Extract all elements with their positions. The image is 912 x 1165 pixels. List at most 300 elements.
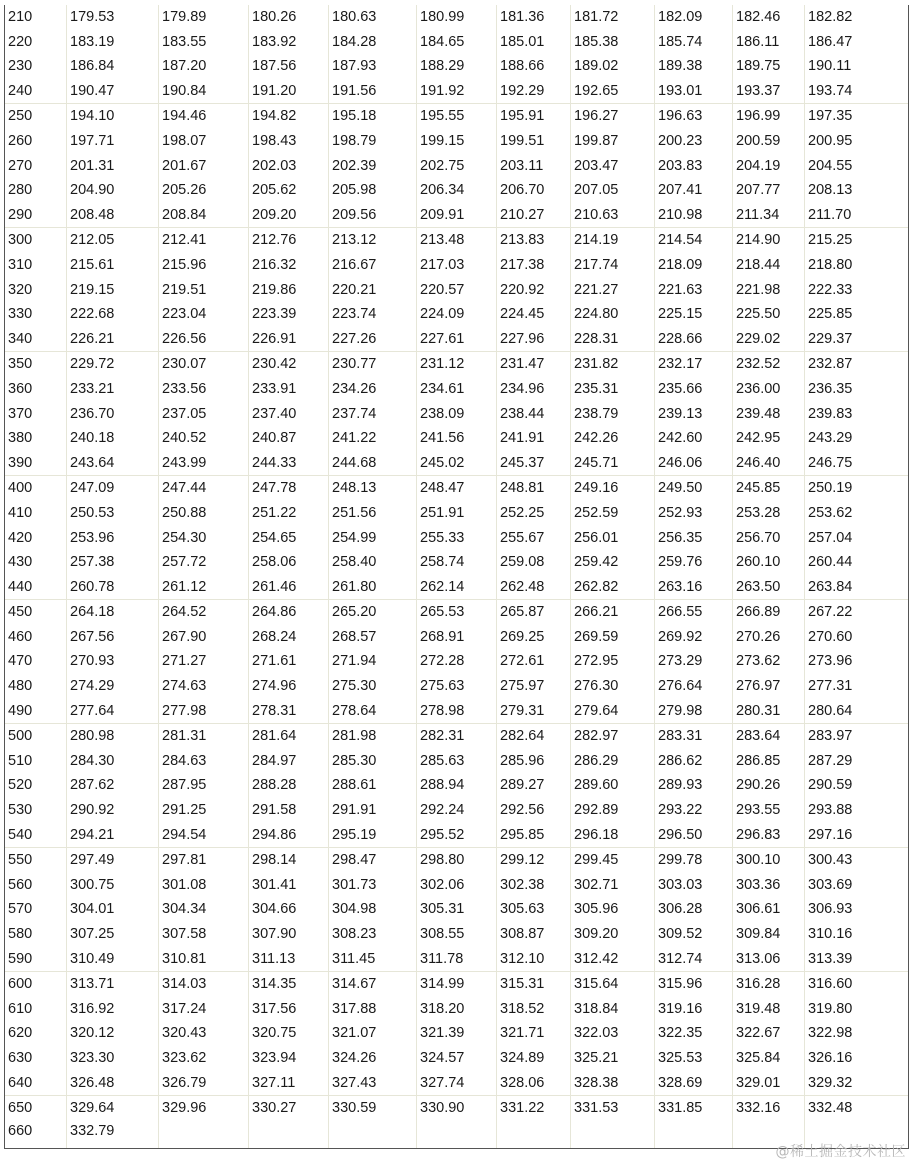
- table-cell: 283.97: [805, 724, 909, 749]
- row-header-cell: 260: [5, 129, 67, 154]
- table-cell: 292.24: [417, 798, 497, 823]
- table-cell: 287.29: [805, 749, 909, 774]
- table-cell: 184.65: [417, 30, 497, 55]
- table-cell: 289.60: [571, 773, 655, 798]
- table-cell: 331.22: [497, 1096, 571, 1121]
- table-cell: 247.78: [249, 476, 329, 501]
- table-cell: 222.33: [805, 278, 909, 303]
- table-row: [5, 922, 909, 947]
- table-cell: 286.62: [655, 749, 733, 774]
- table-cell: 201.67: [159, 154, 249, 179]
- table-cell: 274.63: [159, 674, 249, 699]
- table-cell: 233.21: [67, 377, 159, 402]
- table-cell: 217.74: [571, 253, 655, 278]
- table-cell: 242.95: [733, 426, 805, 451]
- table-cell: 322.35: [655, 1021, 733, 1046]
- table-cell: 315.96: [655, 972, 733, 997]
- table-cell: 236.35: [805, 377, 909, 402]
- table-cell: 266.55: [655, 600, 733, 625]
- table-row: [5, 129, 909, 154]
- table-cell: 257.04: [805, 525, 909, 550]
- table-cell: 295.85: [497, 823, 571, 848]
- table-cell: 285.96: [497, 749, 571, 774]
- table-cell: 224.80: [571, 302, 655, 327]
- table-cell: 281.31: [159, 724, 249, 749]
- table-cell: 220.57: [417, 278, 497, 303]
- table-cell: 282.64: [497, 724, 571, 749]
- table-cell: 223.04: [159, 302, 249, 327]
- table-row: [5, 104, 909, 129]
- table-cell: 332.16: [733, 1096, 805, 1121]
- table-row: [5, 625, 909, 650]
- table-cell: 322.03: [571, 1021, 655, 1046]
- table-cell: 253.28: [733, 501, 805, 526]
- table-cell: 326.79: [159, 1071, 249, 1096]
- table-cell: 242.26: [571, 426, 655, 451]
- table-cell: 286.29: [571, 749, 655, 774]
- table-cell: 265.20: [329, 600, 417, 625]
- row-header-cell: 580: [5, 922, 67, 947]
- table-cell: 207.41: [655, 178, 733, 203]
- table-cell: 320.12: [67, 1021, 159, 1046]
- table-cell: 186.11: [733, 30, 805, 55]
- table-cell: 247.09: [67, 476, 159, 501]
- table-cell: 210.98: [655, 203, 733, 228]
- row-header-cell: 350: [5, 352, 67, 377]
- table-cell: 190.11: [805, 54, 909, 79]
- table-cell: 297.16: [805, 823, 909, 848]
- table-cell: 192.29: [497, 79, 571, 104]
- table-cell: 243.64: [67, 451, 159, 476]
- table-cell: 331.53: [571, 1096, 655, 1121]
- table-cell: 243.29: [805, 426, 909, 451]
- table-cell: 245.37: [497, 451, 571, 476]
- table-cell: 331.85: [655, 1096, 733, 1121]
- table-cell: 264.18: [67, 600, 159, 625]
- table-cell: 299.12: [497, 848, 571, 873]
- table-cell: [417, 1121, 497, 1149]
- table-cell: 241.22: [329, 426, 417, 451]
- table-cell: 268.91: [417, 625, 497, 650]
- table-cell: 221.63: [655, 278, 733, 303]
- table-cell: 327.74: [417, 1071, 497, 1096]
- table-cell: 183.19: [67, 30, 159, 55]
- table-cell: 314.99: [417, 972, 497, 997]
- table-cell: 218.44: [733, 253, 805, 278]
- table-row: [5, 327, 909, 352]
- table-cell: 193.37: [733, 79, 805, 104]
- table-cell: 329.64: [67, 1096, 159, 1121]
- table-cell: 225.15: [655, 302, 733, 327]
- table-row: [5, 749, 909, 774]
- table-cell: 191.20: [249, 79, 329, 104]
- table-cell: 264.52: [159, 600, 249, 625]
- table-cell: 205.26: [159, 178, 249, 203]
- table-cell: 185.74: [655, 30, 733, 55]
- table-cell: 318.52: [497, 997, 571, 1022]
- table-cell: 201.31: [67, 154, 159, 179]
- table-cell: 234.96: [497, 377, 571, 402]
- table-cell: 248.81: [497, 476, 571, 501]
- table-cell: 233.56: [159, 377, 249, 402]
- table-cell: 323.94: [249, 1046, 329, 1071]
- table-cell: 190.47: [67, 79, 159, 104]
- table-cell: 267.56: [67, 625, 159, 650]
- table-cell: 227.61: [417, 327, 497, 352]
- table-cell: 236.70: [67, 402, 159, 427]
- table-cell: 328.06: [497, 1071, 571, 1096]
- table-cell: 249.50: [655, 476, 733, 501]
- table-cell: 189.75: [733, 54, 805, 79]
- table-cell: 198.79: [329, 129, 417, 154]
- table-cell: 322.67: [733, 1021, 805, 1046]
- table-cell: 267.90: [159, 625, 249, 650]
- table-cell: 232.87: [805, 352, 909, 377]
- table-row: [5, 873, 909, 898]
- table-cell: 296.83: [733, 823, 805, 848]
- row-header-cell: 540: [5, 823, 67, 848]
- table-cell: 183.92: [249, 30, 329, 55]
- table-cell: 243.99: [159, 451, 249, 476]
- table-cell: 223.39: [249, 302, 329, 327]
- table-cell: 196.27: [571, 104, 655, 129]
- table-cell: 213.12: [329, 228, 417, 253]
- table-cell: 228.66: [655, 327, 733, 352]
- table-cell: 323.62: [159, 1046, 249, 1071]
- table-cell: 232.17: [655, 352, 733, 377]
- table-cell: 194.82: [249, 104, 329, 129]
- table-cell: 231.12: [417, 352, 497, 377]
- table-cell: 220.92: [497, 278, 571, 303]
- table-cell: 249.16: [571, 476, 655, 501]
- row-header-cell: 220: [5, 30, 67, 55]
- table-cell: 216.32: [249, 253, 329, 278]
- table-cell: 310.49: [67, 947, 159, 972]
- table-row: [5, 997, 909, 1022]
- table-cell: 233.91: [249, 377, 329, 402]
- table-cell: 204.19: [733, 154, 805, 179]
- table-cell: 186.47: [805, 30, 909, 55]
- row-header-cell: 460: [5, 625, 67, 650]
- table-cell: 269.59: [571, 625, 655, 650]
- table-cell: 306.61: [733, 897, 805, 922]
- table-cell: 299.45: [571, 848, 655, 873]
- table-cell: 214.54: [655, 228, 733, 253]
- table-cell: 215.61: [67, 253, 159, 278]
- table-cell: 300.43: [805, 848, 909, 873]
- table-cell: 234.61: [417, 377, 497, 402]
- table-cell: 313.71: [67, 972, 159, 997]
- table-cell: 318.20: [417, 997, 497, 1022]
- table-cell: 317.88: [329, 997, 417, 1022]
- table-cell: 204.55: [805, 154, 909, 179]
- table-row: [5, 848, 909, 873]
- table-cell: 271.27: [159, 649, 249, 674]
- table-cell: 265.53: [417, 600, 497, 625]
- table-cell: 239.13: [655, 402, 733, 427]
- table-cell: 234.26: [329, 377, 417, 402]
- table-cell: 207.77: [733, 178, 805, 203]
- table-row: [5, 402, 909, 427]
- table-cell: 242.60: [655, 426, 733, 451]
- table-cell: 263.50: [733, 575, 805, 600]
- table-cell: 226.21: [67, 327, 159, 352]
- table-cell: 263.16: [655, 575, 733, 600]
- table-cell: 230.07: [159, 352, 249, 377]
- table-cell: 181.36: [497, 5, 571, 30]
- table-cell: 303.69: [805, 873, 909, 898]
- table-cell: 248.47: [417, 476, 497, 501]
- table-cell: 278.64: [329, 699, 417, 724]
- row-header-cell: 660: [5, 1121, 67, 1149]
- table-cell: 199.87: [571, 129, 655, 154]
- row-header-cell: 360: [5, 377, 67, 402]
- table-row: [5, 1046, 909, 1071]
- table-cell: 287.62: [67, 773, 159, 798]
- table-row: [5, 575, 909, 600]
- table-cell: 211.34: [733, 203, 805, 228]
- table-cell: 270.26: [733, 625, 805, 650]
- table-cell: 321.39: [417, 1021, 497, 1046]
- table-cell: 294.54: [159, 823, 249, 848]
- row-header-cell: 410: [5, 501, 67, 526]
- table-cell: 202.39: [329, 154, 417, 179]
- table-cell: 194.10: [67, 104, 159, 129]
- row-header-cell: 520: [5, 773, 67, 798]
- table-cell: 215.96: [159, 253, 249, 278]
- table-cell: 298.80: [417, 848, 497, 873]
- table-cell: 214.19: [571, 228, 655, 253]
- table-cell: 276.64: [655, 674, 733, 699]
- table-cell: 297.49: [67, 848, 159, 873]
- table-cell: 325.53: [655, 1046, 733, 1071]
- table-cell: 182.46: [733, 5, 805, 30]
- row-header-cell: 250: [5, 104, 67, 129]
- table-cell: 241.91: [497, 426, 571, 451]
- table-row: [5, 1121, 909, 1149]
- table-cell: 221.27: [571, 278, 655, 303]
- table-cell: 228.31: [571, 327, 655, 352]
- table-cell: 224.45: [497, 302, 571, 327]
- table-cell: 278.31: [249, 699, 329, 724]
- table-cell: 195.91: [497, 104, 571, 129]
- table-cell: 329.01: [733, 1071, 805, 1096]
- table-cell: 292.56: [497, 798, 571, 823]
- table-cell: 313.06: [733, 947, 805, 972]
- table-cell: 307.58: [159, 922, 249, 947]
- table-cell: 218.80: [805, 253, 909, 278]
- table-cell: 210.27: [497, 203, 571, 228]
- table-cell: 205.62: [249, 178, 329, 203]
- table-row: [5, 699, 909, 724]
- table-cell: 321.71: [497, 1021, 571, 1046]
- table-cell: 245.71: [571, 451, 655, 476]
- table-cell: 256.70: [733, 525, 805, 550]
- table-cell: 218.09: [655, 253, 733, 278]
- table-cell: 252.93: [655, 501, 733, 526]
- table-cell: 328.38: [571, 1071, 655, 1096]
- row-header-cell: 590: [5, 947, 67, 972]
- table-cell: 219.51: [159, 278, 249, 303]
- table-cell: 281.64: [249, 724, 329, 749]
- table-cell: 229.72: [67, 352, 159, 377]
- table-cell: 279.98: [655, 699, 733, 724]
- table-cell: 209.20: [249, 203, 329, 228]
- table-cell: 187.20: [159, 54, 249, 79]
- table-cell: 291.58: [249, 798, 329, 823]
- table-cell: 200.59: [733, 129, 805, 154]
- table-cell: 229.02: [733, 327, 805, 352]
- table-cell: 295.19: [329, 823, 417, 848]
- table-cell: 260.78: [67, 575, 159, 600]
- table-cell: 326.16: [805, 1046, 909, 1071]
- table-cell: 244.33: [249, 451, 329, 476]
- table-row: [5, 476, 909, 501]
- table-cell: 245.85: [733, 476, 805, 501]
- table-cell: 191.92: [417, 79, 497, 104]
- table-cell: 329.32: [805, 1071, 909, 1096]
- table-row: [5, 1021, 909, 1046]
- table-cell: 290.59: [805, 773, 909, 798]
- table-cell: 313.39: [805, 947, 909, 972]
- table-cell: 265.87: [497, 600, 571, 625]
- table-cell: 293.88: [805, 798, 909, 823]
- table-cell: 213.48: [417, 228, 497, 253]
- table-cell: 285.30: [329, 749, 417, 774]
- table-row: [5, 451, 909, 476]
- table-cell: 285.63: [417, 749, 497, 774]
- table-cell: 302.06: [417, 873, 497, 898]
- table-cell: 287.95: [159, 773, 249, 798]
- row-header-cell: 530: [5, 798, 67, 823]
- table-cell: 219.15: [67, 278, 159, 303]
- table-cell: 206.34: [417, 178, 497, 203]
- table-row: [5, 972, 909, 997]
- table-cell: 323.30: [67, 1046, 159, 1071]
- table-cell: 272.28: [417, 649, 497, 674]
- table-cell: 324.89: [497, 1046, 571, 1071]
- table-cell: 250.88: [159, 501, 249, 526]
- table-cell: 288.28: [249, 773, 329, 798]
- table-row: [5, 79, 909, 104]
- table-cell: 246.06: [655, 451, 733, 476]
- table-cell: 258.06: [249, 550, 329, 575]
- table-cell: 304.34: [159, 897, 249, 922]
- table-cell: 254.65: [249, 525, 329, 550]
- table-cell: 300.75: [67, 873, 159, 898]
- table-cell: 288.61: [329, 773, 417, 798]
- table-cell: 225.85: [805, 302, 909, 327]
- table-cell: 309.84: [733, 922, 805, 947]
- table-row: [5, 377, 909, 402]
- table-cell: 279.31: [497, 699, 571, 724]
- table-cell: 264.86: [249, 600, 329, 625]
- table-cell: 240.18: [67, 426, 159, 451]
- table-cell: 296.50: [655, 823, 733, 848]
- table-cell: 231.82: [571, 352, 655, 377]
- table-cell: 190.84: [159, 79, 249, 104]
- table-cell: 279.64: [571, 699, 655, 724]
- row-header-cell: 420: [5, 525, 67, 550]
- table-cell: [249, 1121, 329, 1149]
- table-cell: 308.23: [329, 922, 417, 947]
- table-cell: 319.48: [733, 997, 805, 1022]
- table-cell: 251.56: [329, 501, 417, 526]
- table-row: [5, 525, 909, 550]
- table-cell: 255.67: [497, 525, 571, 550]
- table-cell: 235.31: [571, 377, 655, 402]
- table-cell: 270.93: [67, 649, 159, 674]
- table-cell: 294.86: [249, 823, 329, 848]
- table-cell: 253.62: [805, 501, 909, 526]
- table-row: [5, 154, 909, 179]
- table-row: [5, 724, 909, 749]
- table-cell: 269.25: [497, 625, 571, 650]
- table-cell: 252.59: [571, 501, 655, 526]
- row-header-cell: 390: [5, 451, 67, 476]
- table-cell: 203.11: [497, 154, 571, 179]
- table-row: [5, 1096, 909, 1121]
- table-cell: 259.42: [571, 550, 655, 575]
- table-cell: 248.13: [329, 476, 417, 501]
- table-cell: 239.83: [805, 402, 909, 427]
- table-cell: 329.96: [159, 1096, 249, 1121]
- table-cell: 210.63: [571, 203, 655, 228]
- row-header-cell: 440: [5, 575, 67, 600]
- table-cell: 301.73: [329, 873, 417, 898]
- table-cell: 311.45: [329, 947, 417, 972]
- table-row: [5, 773, 909, 798]
- table-cell: 317.24: [159, 997, 249, 1022]
- table-cell: 260.10: [733, 550, 805, 575]
- table-cell: 298.14: [249, 848, 329, 873]
- table-cell: 278.98: [417, 699, 497, 724]
- table-cell: 226.91: [249, 327, 329, 352]
- row-header-cell: 380: [5, 426, 67, 451]
- table-cell: 273.29: [655, 649, 733, 674]
- row-header-cell: 640: [5, 1071, 67, 1096]
- table-cell: 328.69: [655, 1071, 733, 1096]
- table-cell: 281.98: [329, 724, 417, 749]
- table-cell: 324.57: [417, 1046, 497, 1071]
- table-cell: 258.74: [417, 550, 497, 575]
- row-header-cell: 370: [5, 402, 67, 427]
- row-header-cell: 270: [5, 154, 67, 179]
- table-cell: 241.56: [417, 426, 497, 451]
- table-cell: 246.40: [733, 451, 805, 476]
- table-cell: 205.98: [329, 178, 417, 203]
- table-cell: [655, 1121, 733, 1149]
- table-cell: 203.83: [655, 154, 733, 179]
- table-cell: 212.76: [249, 228, 329, 253]
- table-cell: 305.31: [417, 897, 497, 922]
- table-cell: 204.90: [67, 178, 159, 203]
- table-cell: 317.56: [249, 997, 329, 1022]
- table-cell: 307.25: [67, 922, 159, 947]
- table-cell: 244.68: [329, 451, 417, 476]
- row-header-cell: 280: [5, 178, 67, 203]
- table-cell: 251.91: [417, 501, 497, 526]
- table-cell: 303.36: [733, 873, 805, 898]
- row-header-cell: 610: [5, 997, 67, 1022]
- table-cell: 322.98: [805, 1021, 909, 1046]
- table-cell: 316.92: [67, 997, 159, 1022]
- table-cell: 291.25: [159, 798, 249, 823]
- table-cell: 299.78: [655, 848, 733, 873]
- table-cell: 284.97: [249, 749, 329, 774]
- table-cell: 227.96: [497, 327, 571, 352]
- table-cell: 293.55: [733, 798, 805, 823]
